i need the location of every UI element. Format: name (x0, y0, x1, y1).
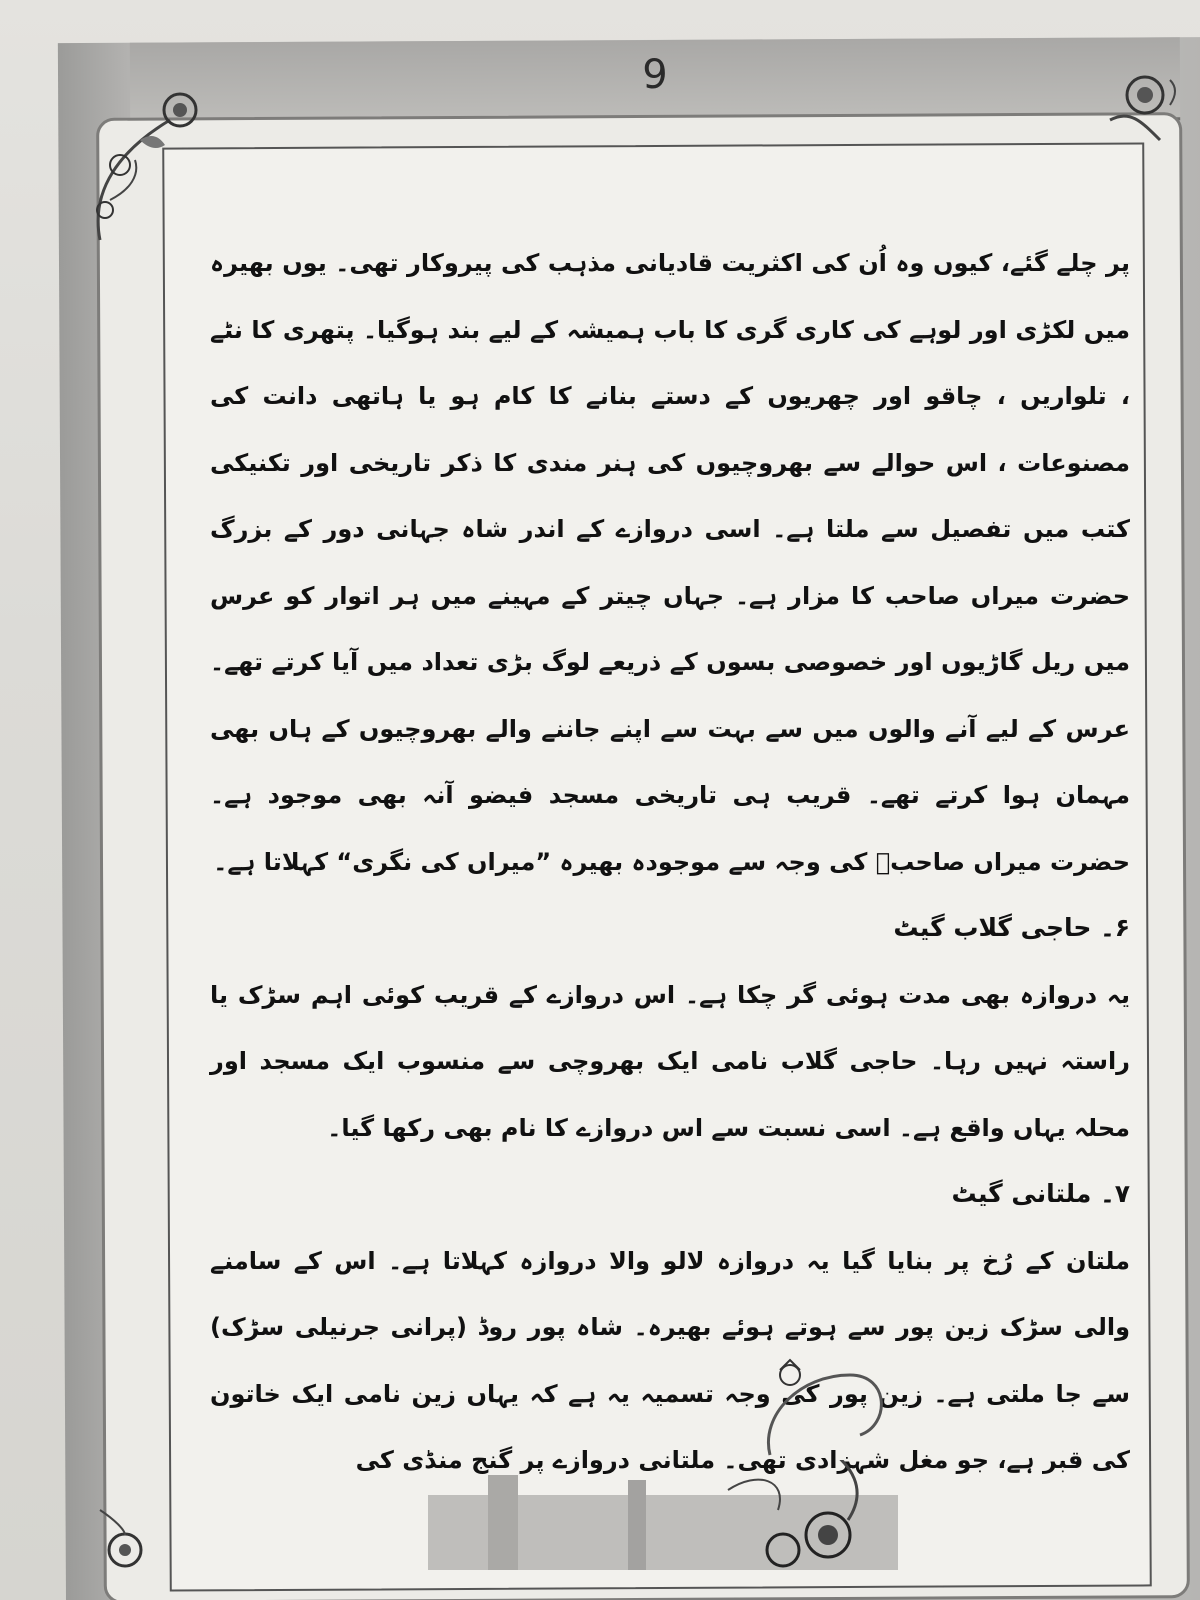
page-number: 9 (642, 52, 668, 98)
bottom-left-flourish-icon (85, 1490, 165, 1590)
document-body (210, 230, 1130, 1494)
paragraph-multani-gate: ملتان کے رُخ پر بنایا گیا یہ دروازہ لالو والا دروازہ کہلاتا ہے۔ اس کے سامنے والی سڑک زین پور سے ہوتے ہوئے بھیرہ۔ شاہ پور روڈ (پرانی جرنیلی سڑک) سے جا ملتی ہے۔ زین پور کی وجہ تسمیہ یہ ہے کہ یہاں زین نامی ایک خاتون کی قبر ہے، جو مغل شہزادی تھی۔ ملتانی دروازے پر گنج منڈی کی (210, 1246, 1130, 1474)
bottom-ornament-image (428, 1460, 898, 1570)
paragraph-haji-gulab-gate: یہ دروازہ بھی مدت ہوئی گر چکا ہے۔ اس دروازے کے قریب کوئی اہم سڑک یا راستہ نہیں رہا۔ حاجی گلاب نامی ایک بھروچی سے منسوب ایک مسجد اور محلہ یہاں واقع ہے۔ اسی نسبت سے اس دروازے کا نام بھی رکھا گیا۔ (210, 980, 1130, 1142)
heading-haji-gulab-gate: ۶۔ حاجی گلاب گیٹ (893, 913, 1130, 942)
heading-multani-gate: ۷۔ ملتانی گیٹ (951, 1179, 1130, 1208)
paragraph-bhera-craft: پر چلے گئے، کیوں وہ اُن کی اکثریت قادیانی مذہب کی پیروکار تھی۔ یوں بھیرہ میں لکڑی اور لوہے کی کاری گری کا باب ہمیشہ کے لیے بند ہوگیا۔ پتھری کا نٹے ، تلواریں ، چاقو اور چھریوں کے دستے بنانے کا کام ہو یا ہاتھی دانت کی مصنوعات ، اس حوالے سے بھروچیوں کی ہنر مندی کا ذکر تاریخی اور تکنیکی کتب میں تفصیل سے ملتا ہے۔ اسی دروازے کے اندر شاہ جہانی دور کے بزرگ حضرت میراں صاحب کا مزار ہے۔ جہاں چیتر کے مہینے میں ہر اتوار کو عرس میں ریل گاڑیوں اور خصوصی بسوں کے ذریعے لوگ بڑی تعداد میں آیا کرتے تھے۔ عرس کے لیے آنے والوں میں سے بہت سے اپنے جاننے والے بھروچیوں کے ہاں بھی مہمان ہوا کرتے تھے۔ قریب ہی تاریخی مسجد فیضو آنہ بھی موجود ہے۔ حضرت میراں صاحبؒ کی وجہ سے موجودہ بھیرہ ”میراں کی نگری“ کہلاتا ہے۔ (210, 249, 1130, 876)
bottom-swirl-icon (750, 1355, 900, 1465)
